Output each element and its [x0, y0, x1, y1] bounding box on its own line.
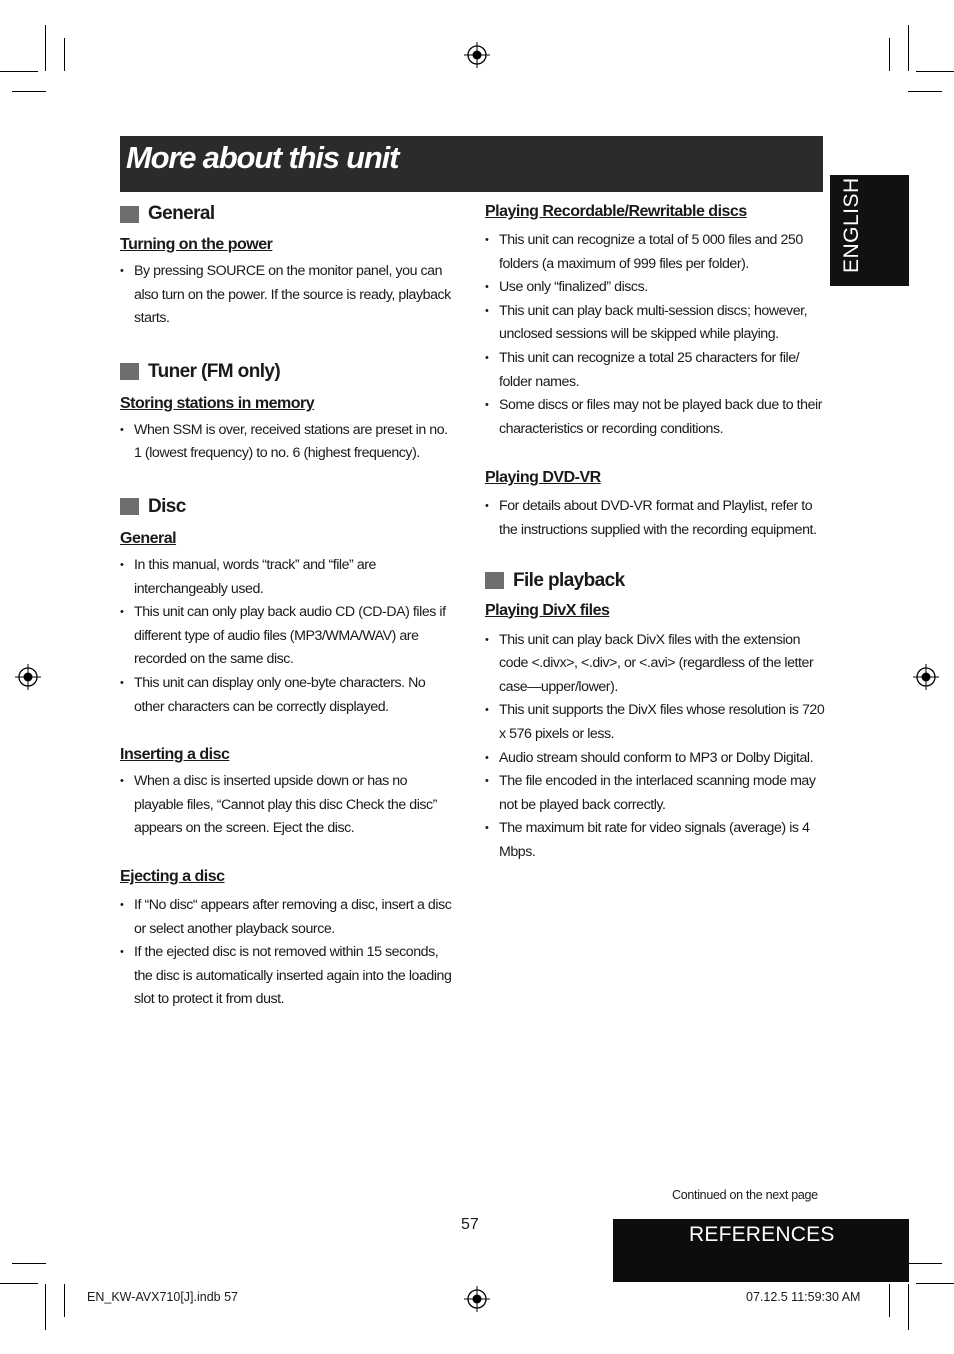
list-item: • For details about DVD-VR format and Playlist, refer to the instructions supplied with the recording equipment.: [485, 495, 825, 542]
title-bar: [120, 136, 823, 192]
list-item: • The maximum bit rate for video signals (average) is 4 Mbps.: [485, 817, 825, 864]
registration-mark-icon: [15, 664, 41, 690]
section-general: [120, 200, 455, 228]
crop-mark: [45, 1284, 46, 1330]
bullet-list: [485, 629, 825, 865]
crop-mark: [0, 71, 38, 72]
list-item: • When a disc is inserted upside down or has no playable files, “Cannot play this disc Check the disc” appears on the screen. Eject the disc.: [120, 770, 455, 841]
right-column: [485, 200, 825, 864]
list-item: • If “No disc“ appears after removing a disc, insert a disc or select another playback source.: [120, 894, 455, 941]
crop-mark: [12, 91, 46, 92]
continued-note: Continued on the next page: [672, 1188, 818, 1202]
section-tuner: [120, 358, 455, 386]
crop-mark: [908, 1284, 909, 1330]
language-tab: [830, 175, 909, 286]
left-column: [120, 200, 455, 1012]
crop-mark: [889, 38, 890, 71]
list-item: • Some discs or files may not be played back due to their characteristics or recording conditions.: [485, 394, 825, 441]
language-tab-label: ENGLISH: [840, 177, 863, 273]
crop-mark: [908, 91, 942, 92]
list-item: • This unit can only play back audio CD (CD-DA) files if different type of audio files (MP3/WMA/WAV) are recorded on the same disc.: [120, 601, 455, 672]
list-item: • If the ejected disc is not removed within 15 seconds, the disc is automatically inserted again into the loading slot to protect it from dust.: [120, 941, 455, 1012]
print-file-info: EN_KW-AVX710[J].indb 57: [87, 1290, 239, 1304]
list-item: • This unit can play back multi-session discs; however, unclosed sessions will be skipped while playing.: [485, 300, 825, 347]
crop-mark: [908, 1263, 942, 1264]
registration-mark-icon: [913, 664, 939, 690]
print-timestamp: 07.12.5 11:59:30 AM: [746, 1290, 861, 1304]
bullet-list: [120, 419, 455, 466]
list-item: • This unit can recognize a total 25 characters for file/ folder names.: [485, 347, 825, 394]
section-heading: File playback: [513, 569, 625, 591]
bullet-list: [120, 894, 455, 1012]
bullet-list: [120, 770, 455, 841]
section-disc: [120, 493, 455, 521]
bullet-list: [485, 229, 825, 441]
list-item: • This unit can display only one-byte characters. No other characters can be correctly displayed.: [120, 672, 455, 719]
references-tab-label: REFERENCES: [689, 1223, 835, 1246]
subsection-title: Inserting a disc: [120, 746, 230, 764]
section-heading: General: [148, 203, 215, 224]
subsection-title: Playing DivX files: [485, 601, 610, 619]
subsection-title: Playing Recordable/Rewritable discs: [485, 203, 747, 220]
crop-mark: [64, 1284, 65, 1317]
crop-mark: [908, 25, 909, 71]
references-tab: [613, 1219, 909, 1282]
list-item: • The file encoded in the interlaced scanning mode may not be played back correctly.: [485, 770, 825, 817]
subsection-title: Playing DVD-VR: [485, 469, 601, 487]
registration-mark-icon: [464, 42, 490, 68]
section-marker-icon: [485, 572, 504, 589]
crop-mark: [0, 1283, 38, 1284]
list-item: • Audio stream should conform to MP3 or Dolby Digital.: [485, 747, 825, 771]
bullet-list: [485, 495, 825, 542]
registration-mark-icon: [464, 1286, 490, 1312]
bullet-list: [120, 260, 455, 331]
list-item: • This unit supports the DivX files whose resolution is 720 x 576 pixels or less.: [485, 699, 825, 746]
list-item: • This unit can recognize a total of 5 000 files and 250 folders (a maximum of 999 files per folder).: [485, 229, 825, 276]
section-file-playback: [485, 567, 825, 595]
section-marker-icon: [120, 498, 139, 515]
bullet-list: [120, 554, 455, 719]
crop-mark: [916, 71, 954, 72]
list-item: • When SSM is over, received stations are preset in no. 1 (lowest frequency) to no. 6 (highest frequency).: [120, 419, 455, 466]
crop-mark: [64, 38, 65, 71]
list-item: • This unit can play back DivX files with the extension code <.divx>, <.div>, or <.avi> (regardless of the letter case—upper/lower).: [485, 629, 825, 700]
crop-mark: [889, 1284, 890, 1317]
subsection-title: General: [120, 529, 177, 547]
subsection-title: Ejecting a disc: [120, 867, 225, 885]
page-number: 57: [461, 1216, 479, 1233]
list-item: • Use only “finalized” discs.: [485, 276, 825, 300]
crop-mark: [45, 25, 46, 71]
list-item: • In this manual, words “track” and “file” are interchangeably used.: [120, 554, 455, 601]
page-title: More about this unit: [126, 140, 399, 175]
crop-mark: [916, 1283, 954, 1284]
section-heading: Disc: [148, 495, 186, 517]
list-item: • By pressing SOURCE on the monitor panel, you can also turn on the power. If the source is ready, playback starts.: [120, 260, 455, 331]
section-marker-icon: [120, 363, 139, 380]
subsection-title: Storing stations in memory: [120, 394, 315, 412]
section-marker-icon: [120, 206, 139, 223]
section-heading: Tuner (FM only): [148, 360, 281, 382]
subsection-title: Turning on the power: [120, 236, 273, 253]
crop-mark: [12, 1263, 46, 1264]
